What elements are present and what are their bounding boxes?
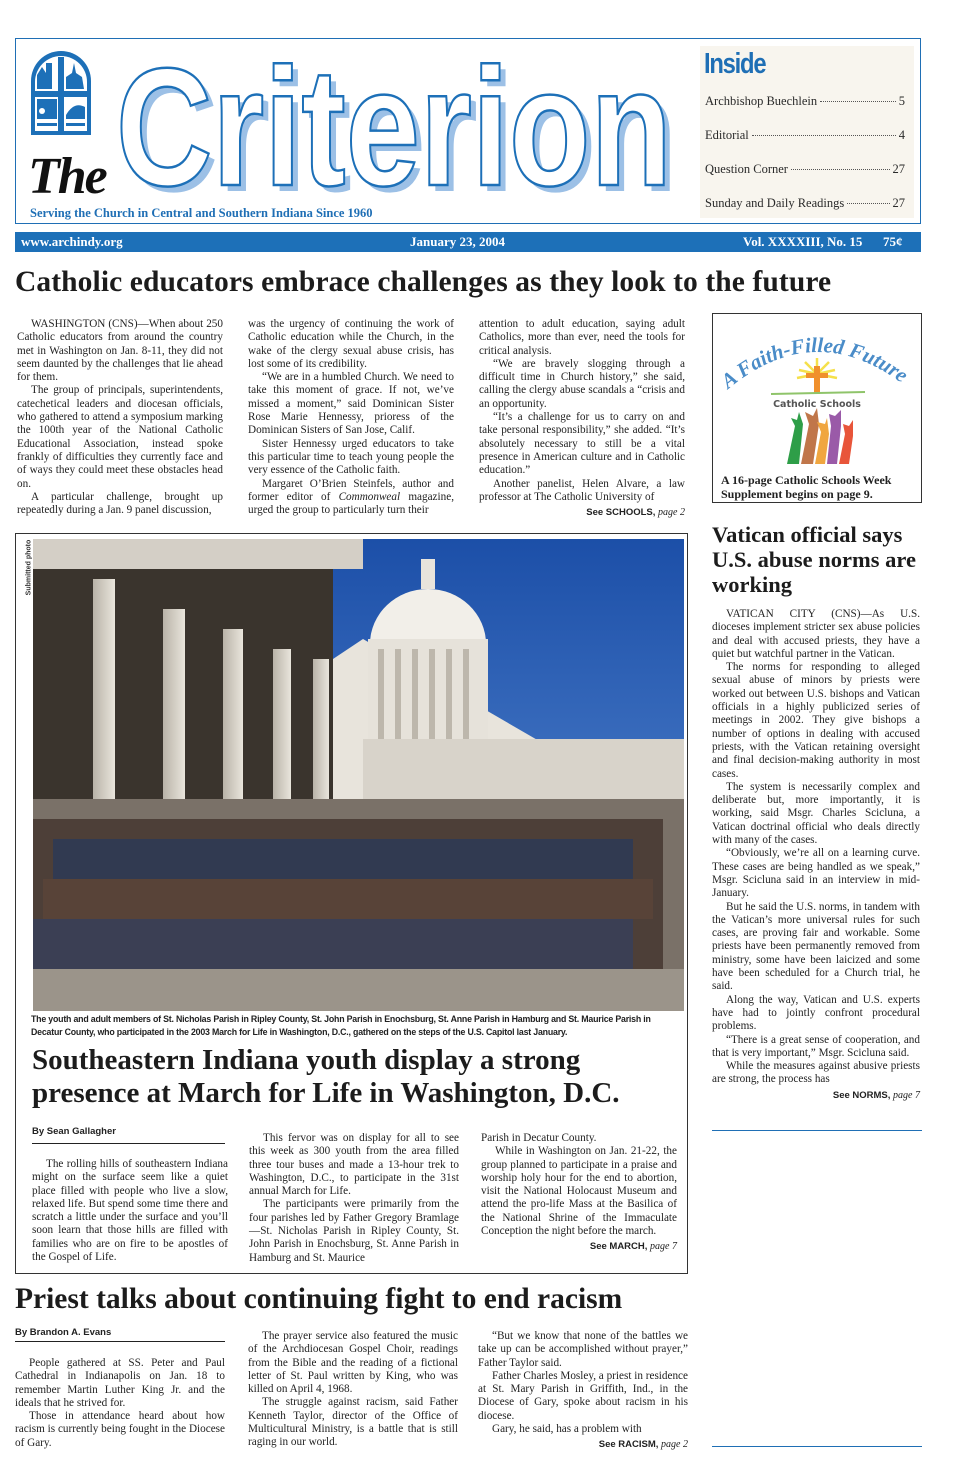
publication-title: Commonweal (338, 490, 401, 503)
inside-item-page: 27 (892, 162, 905, 176)
divider (712, 1130, 922, 1131)
divider (712, 1446, 922, 1447)
headline-educators[interactable]: Catholic educators embrace challenges as they look to the future (15, 266, 832, 298)
feature-column-2 (249, 1132, 459, 1265)
inside-list (705, 94, 905, 230)
leader-dots (752, 135, 896, 136)
jump-link-racism[interactable] (478, 1438, 688, 1451)
inside-item-label: Question Corner (705, 162, 788, 176)
inside-item-label: Editorial (705, 128, 749, 142)
text-span: magazine, urged the group to particularly turn their (248, 490, 454, 517)
art-subtitle: Catholic Schools (773, 399, 861, 410)
paragraph: “But we know that none of the battles we take up can be accomplished without prayer,” Father Taylor said. (478, 1330, 688, 1369)
headline-racism[interactable]: Priest talks about continuing fight to end racism (15, 1283, 623, 1315)
story3-column-1 (15, 1357, 225, 1450)
art-title: A Faith-Filled Future (716, 332, 913, 394)
story1-column-2 (248, 318, 454, 517)
paragraph: VATICAN CITY (CNS)—As U.S. dioceses implement stricter sex abuse policies and deal with accused priests, they have a quiet but watchful partner in the Vatican. (712, 608, 920, 660)
paragraph: The struggle against racism, said Father Kenneth Taylor, director of the Office of Multicultural Ministry, is a battle that is still raging in our world. (248, 1396, 458, 1449)
jump-page: page 2 (661, 1439, 688, 1451)
paragraph: “Obviously, we’re all on a learning curve. These cases are being handled as we speak,” Msgr. Scicluna said in an interview in mid-January. (712, 847, 920, 900)
faith-filled-future-artwork (713, 314, 921, 464)
story3-column-3 (478, 1330, 688, 1452)
paragraph: While the measures against abusive priests are strong, the process has (712, 1060, 920, 1086)
inside-item[interactable] (705, 94, 905, 128)
paragraph: “We are bravely slogging through a difficult time in Church history,” she said, calling the clergy abuse scandals a “crisis and an opportunity. (479, 357, 685, 410)
masthead-the: The (28, 148, 106, 205)
inside-index (700, 46, 914, 218)
inside-title: Inside (704, 48, 766, 80)
feature-march-for-life (15, 533, 688, 1274)
jump-page: page 7 (893, 1089, 920, 1101)
headline-march-for-life[interactable]: Southeastern Indiana youth display a strong presence at March for Life in Washington, D.C. (32, 1044, 620, 1109)
paragraph: People gathered at SS. Peter and Paul Cathedral in Indianapolis on Jan. 18 to remember Martin Luther King Jr. and the ideals that he strived for. (15, 1357, 225, 1409)
story3-column-2 (248, 1330, 458, 1450)
volume-number: Vol. XXXXIII, No. 15 (743, 234, 863, 249)
byline-rule (15, 1341, 225, 1342)
capitol-group-photo[interactable] (33, 539, 684, 1011)
jump-link-schools[interactable] (479, 506, 685, 519)
byline: By Brandon A. Evans (15, 1327, 112, 1338)
jump-label: See NORMS, (832, 1089, 891, 1101)
leader-dots (791, 169, 890, 170)
dateline-bar (15, 232, 921, 252)
jump-link-march[interactable] (481, 1240, 677, 1253)
text-span: Margaret O’Brien Steinfels, author and former editor of (248, 477, 454, 503)
raised-hands-icon (787, 408, 853, 464)
paragraph: “We are in a humbled Church. We need to take this moment of grace. If not, we’ve missed a moment,” said Dominican Sister Rose Marie Hennessy, prioress of the Dominican Sisters of San Jose, Calif. (248, 371, 454, 437)
masthead-title-shadow: Criterion (122, 43, 678, 203)
paragraph: The norms for responding to alleged sexual abuse of minors by priests were worked out between U.S. bishops and Vatican officials in a highly publicized series of meetings in 2002. They give bishops a number of options in dealing with accused priests, with the Vatican retaining oversight and final decision-making authority in most cases. (712, 661, 920, 780)
church-window-logo (28, 51, 94, 135)
paragraph: A particular challenge, brought up repeatedly during a Jan. 9 panel discussion, (17, 490, 223, 517)
photo-credit-text: Submitted photo (25, 539, 33, 596)
story1-column-3 (479, 318, 685, 519)
paragraph: “It’s a challenge for us to carry on and take personal responsibility,” she added. “It’s absolutely necessary to still be a vital presence in American culture and in Catholic education.” (479, 411, 685, 477)
byline: By Sean Gallagher (32, 1126, 116, 1137)
story1-column-1 (17, 318, 223, 517)
inside-item-page: 27 (892, 196, 905, 210)
paragraph: This fervor was on display for all to see this week as 300 youth from the area filled three tour buses and made a 13-hour trek to Washington, D.C., to participate in the 31st annual March for Life. (249, 1132, 459, 1198)
inside-item-page: 5 (898, 94, 905, 108)
inside-item-label: Archbishop Buechlein (705, 94, 818, 108)
paragraph: The rolling hills of southeastern Indiana might on the surface seem like a quiet place filled with people who live a slow, relaxed life. But spend some time there and scratch a little under the surface and you’ll soon learn that those hills are filled with families who are on fire to be apostles of the Gospel of Life. (32, 1158, 228, 1264)
paragraph: Those in attendance heard about how racism is currently being fought in the Diocese of Gary. (15, 1410, 225, 1449)
price: 75¢ (883, 234, 903, 249)
leader-dots (847, 203, 889, 204)
paragraph: The system is necessarily complex and deliberate but, more importantly, it is working, said Msgr. Charles Scicluna, a Vatican doctrinal official who deals directly with many of the cases. (712, 780, 920, 847)
paragraph: “There is a great sense of cooperation, and that is very important,” Msgr. Scicluna said. (712, 1033, 920, 1059)
inside-item[interactable] (705, 128, 905, 162)
inside-item[interactable] (705, 162, 905, 196)
issue-date: January 23, 2004 (410, 234, 505, 249)
paragraph: Along the way, Vatican and U.S. experts have had to jointly confront procedural problems. (712, 993, 920, 1033)
promo-caption: A 16-page Catholic Schools Week Supplement begins on page 9. (721, 473, 892, 501)
paragraph: Parish in Decatur County. (481, 1132, 597, 1144)
jump-link-norms[interactable] (712, 1089, 920, 1102)
horizon-line (771, 392, 865, 394)
jump-page: page 2 (658, 507, 685, 519)
byline-rule (32, 1143, 225, 1144)
masthead-title-text: Criterion (116, 43, 672, 203)
cross-icon (806, 366, 828, 394)
jump-page: page 7 (650, 1241, 677, 1253)
paragraph: The group of principals, superintendents, catechetical leaders and diocesan officials, who gathered to attend a symposium marking the 100th year of the National Catholic Educational Association, instead spoke frankly of difficulties they currently face and of ways they could meet these obstacles head on. (17, 384, 223, 490)
paragraph: The prayer service also featured the music of the Archdiocesan Gospel Choir, readings from the Bible and the reading of a fictional letter of St. Paul written by King, who was killed on April 4, 1968. (248, 1330, 458, 1396)
feature-column-3 (481, 1132, 677, 1254)
inside-item[interactable] (705, 196, 905, 230)
masthead-title (108, 43, 688, 203)
paragraph: was the urgency of continuing the work of Catholic education while the Church, in the wake of the clergy sexual abuse crisis, has lost some of its credibility. (248, 318, 454, 370)
paragraph: Gary, he said, has a problem with (492, 1423, 642, 1436)
paragraph: attention to adult education, saying adult Catholics, more than ever, need the tools for critical analysis. (479, 318, 685, 357)
inside-item-page: 4 (898, 128, 905, 142)
jump-label: See SCHOOLS, (586, 507, 656, 519)
leader-dots (820, 101, 896, 102)
website-link[interactable]: www.archindy.org (21, 234, 123, 249)
paragraph: Another panelist, Helen Alvare, a law professor at The Catholic University of (479, 477, 685, 503)
paragraph (248, 478, 454, 518)
inside-item-label: Sunday and Daily Readings (705, 196, 845, 210)
story2-column (712, 608, 920, 1102)
paragraph: But he said the U.S. norms, in tandem with the Vatican’s more universal rules for such cases, are proving fair and workable. Some priests have been permanently removed from ministry, some have been laicized and some have been scheduled for a Church trial, he said. (712, 900, 920, 993)
jump-label: See MARCH, (589, 1241, 648, 1253)
paragraph: WASHINGTON (CNS)—When about 250 Catholic educators from around the country met in Washington on Jan. 8-11, they did not seem daunted by the challenges that lie ahead for them. (17, 318, 223, 384)
jump-label: See RACISM, (598, 1439, 659, 1451)
paragraph: Father Charles Mosley, a priest in residence at St. Mary Parish in Griffith, Ind., in the Diocese of Gary, spoke about racism in his diocese. (478, 1369, 688, 1422)
headline-vatican[interactable]: Vatican official says U.S. abuse norms are working (712, 522, 916, 597)
supplement-promo[interactable] (712, 313, 922, 503)
paragraph: While in Washington on Jan. 21-22, the group planned to participate in a praise and worship holy hour for the end to abortion, visit the National Holocaust Museum and attend the pro-life Mass at the Basilica of the National Shrine of the Immaculate Conception the night before the march. (481, 1145, 677, 1238)
photo-caption: The youth and adult members of St. Nicholas Parish in Ripley County, St. John Parish in Enochsburg, St. Anne Parish in Hamburg and St. Maurice Parish in Decatur County, who participated in the 2003 March for Life in Washington, D.C., gathered on the steps of the U.S. Capitol last January. (31, 1014, 651, 1037)
paragraph: Sister Hennessy urged educators to take this particular time to teach young people the very essence of the Catholic faith. (248, 437, 454, 477)
feature-column-1 (32, 1158, 228, 1264)
masthead-tagline: Serving the Church in Central and Southern Indiana Since 1960 (30, 206, 373, 220)
paragraph: The participants were primarily from the four parishes led by Father Gregory Bramlage—St. Nicholas Parish in Ripley County, St. John Parish in Enochsburg, St. Anne Parish in Hamburg and St. Maurice (249, 1198, 459, 1264)
